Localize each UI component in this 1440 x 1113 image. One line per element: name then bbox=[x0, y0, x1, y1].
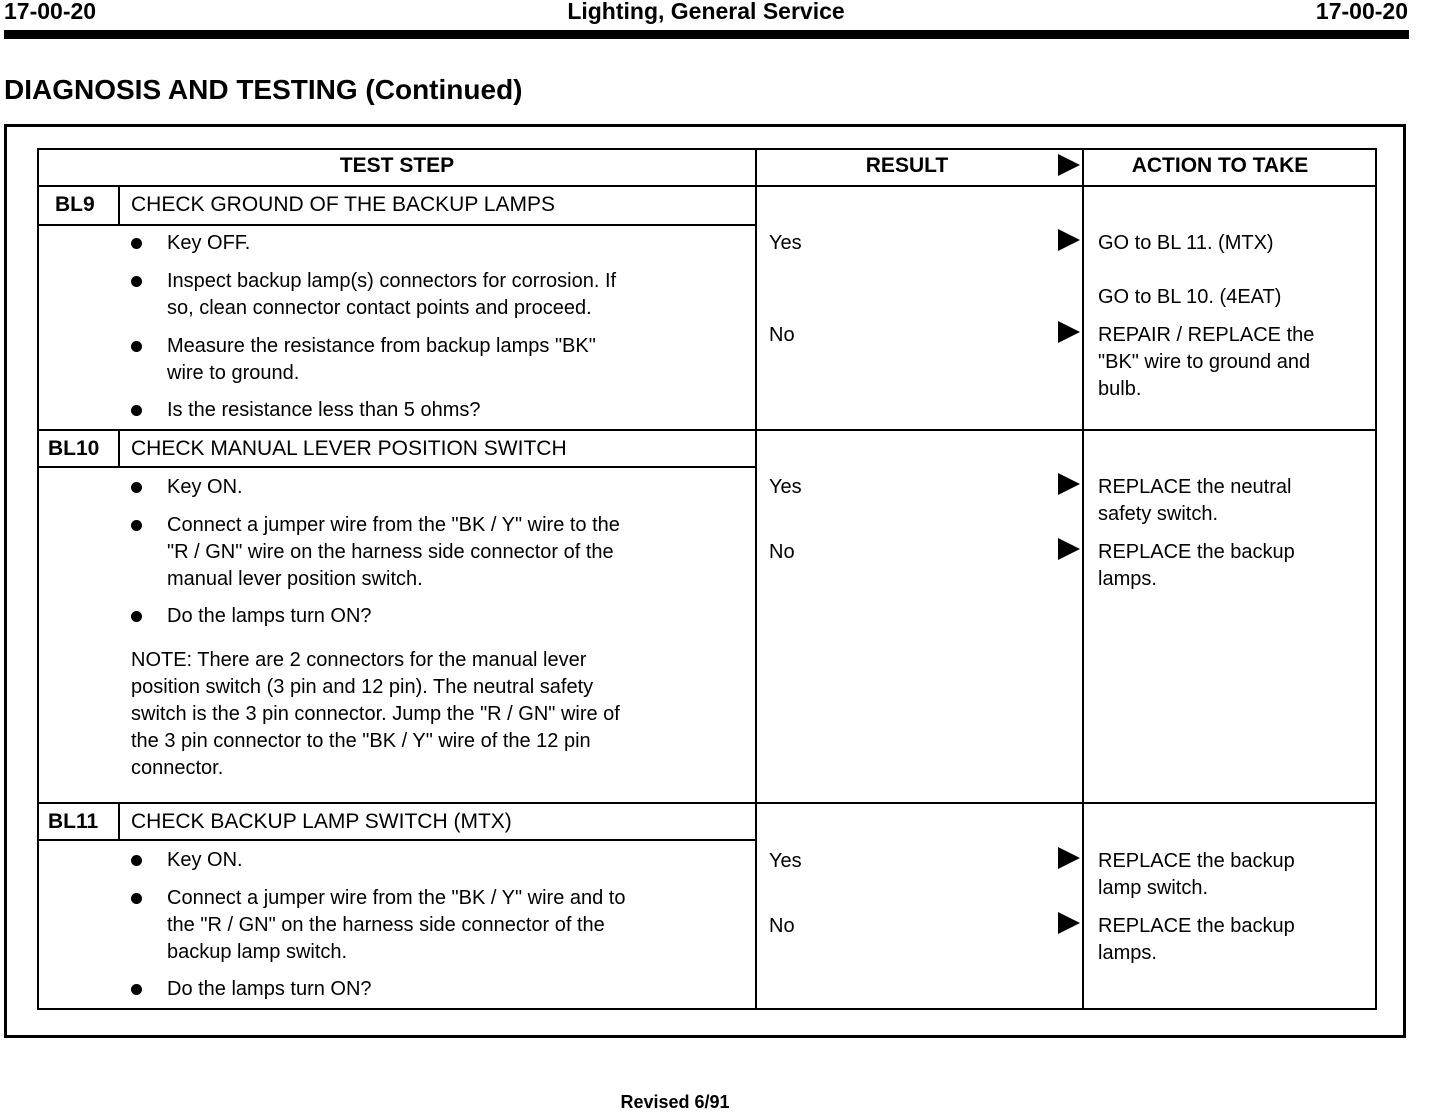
step-id: BL11 bbox=[48, 810, 99, 833]
result-label: No bbox=[769, 541, 795, 563]
step-id-divider bbox=[118, 430, 120, 467]
action-text: REPLACE the neutral safety switch. bbox=[1098, 476, 1292, 525]
action-text: REPLACE the backup lamps. bbox=[1098, 915, 1295, 964]
step-instruction: Do the lamps turn ON? bbox=[167, 978, 372, 1000]
page-title: Lighting, General Service bbox=[567, 0, 845, 24]
header-row-divider bbox=[37, 185, 1377, 187]
action-text: REPAIR / REPLACE the "BK" wire to ground and bulb. bbox=[1098, 324, 1315, 400]
step-instruction: Key ON. bbox=[167, 476, 243, 498]
step-title-divider bbox=[37, 839, 757, 841]
bullet-icon bbox=[131, 520, 142, 531]
step-title: CHECK MANUAL LEVER POSITION SWITCH bbox=[131, 437, 567, 460]
result-label: No bbox=[769, 915, 795, 937]
step-id: BL10 bbox=[48, 437, 100, 460]
step-instruction: Inspect backup lamp(s) connectors for corrosion. If so, clean connector contact points and proceed. bbox=[167, 270, 617, 319]
bullet-icon bbox=[131, 405, 142, 416]
step-note: NOTE: There are 2 connectors for the manual lever position switch (3 pin and 12 pin). The neutral safety switch is the 3 pin connector. Jump the "R / GN" wire of the 3 pin connector to the "BK / Y" wire of the 12 pin connector. bbox=[131, 649, 620, 779]
column-header-result: RESULT bbox=[865, 154, 949, 177]
result-label: Yes bbox=[769, 232, 802, 254]
arrow-icon bbox=[1058, 912, 1080, 934]
bullet-icon bbox=[131, 276, 142, 287]
arrow-icon bbox=[1058, 538, 1080, 560]
action-text: REPLACE the backup lamp switch. bbox=[1098, 850, 1295, 899]
bullet-icon bbox=[131, 341, 142, 352]
bullet-icon bbox=[131, 611, 142, 622]
step-divider bbox=[37, 802, 1377, 804]
arrow-icon bbox=[1058, 847, 1080, 869]
step-instruction: Do the lamps turn ON? bbox=[167, 605, 372, 627]
revision-footer: Revised 6/91 bbox=[620, 1092, 730, 1112]
result-label: No bbox=[769, 324, 795, 346]
step-instruction: Connect a jumper wire from the "BK / Y" wire and to the "R / GN" on the harness side connector of the backup lamp switch. bbox=[167, 887, 626, 963]
bullet-icon bbox=[131, 482, 142, 493]
bullet-icon bbox=[131, 855, 142, 866]
step-instruction: Key OFF. bbox=[167, 232, 251, 254]
column-divider-result bbox=[755, 148, 757, 1010]
section-heading: DIAGNOSIS AND TESTING (Continued) bbox=[4, 74, 523, 105]
bullet-icon bbox=[131, 893, 142, 904]
step-divider bbox=[37, 429, 1377, 431]
step-title-divider bbox=[37, 466, 757, 468]
step-instruction: Is the resistance less than 5 ohms? bbox=[167, 399, 481, 421]
step-title: CHECK BACKUP LAMP SWITCH (MTX) bbox=[131, 810, 512, 833]
bullet-icon bbox=[131, 238, 142, 249]
header-rule bbox=[4, 30, 1409, 39]
step-id-divider bbox=[118, 803, 120, 840]
action-text: GO to BL 11. (MTX) GO to BL 10. (4EAT) bbox=[1098, 232, 1282, 308]
bullet-icon bbox=[131, 984, 142, 995]
column-header-test-step: TEST STEP bbox=[339, 154, 455, 177]
step-id: BL9 bbox=[55, 193, 95, 216]
section-code-left: 17-00-20 bbox=[4, 0, 97, 24]
action-text: REPLACE the backup lamps. bbox=[1098, 541, 1295, 590]
step-title: CHECK GROUND OF THE BACKUP LAMPS bbox=[131, 193, 555, 216]
column-divider-action bbox=[1082, 148, 1084, 1010]
column-header-action: ACTION TO TAKE bbox=[1131, 154, 1309, 177]
arrow-icon bbox=[1058, 229, 1080, 251]
step-instruction: Key ON. bbox=[167, 849, 243, 871]
section-code-right: 17-00-20 bbox=[1315, 0, 1408, 24]
page-header bbox=[4, 0, 1408, 24]
result-label: Yes bbox=[769, 850, 802, 872]
step-id-divider bbox=[118, 186, 120, 225]
arrow-icon bbox=[1058, 473, 1080, 495]
arrow-icon bbox=[1058, 321, 1080, 343]
arrow-icon bbox=[1058, 154, 1080, 176]
result-label: Yes bbox=[769, 476, 802, 498]
step-instruction: Measure the resistance from backup lamps "BK" wire to ground. bbox=[167, 335, 596, 384]
step-title-divider bbox=[37, 224, 757, 226]
step-instruction: Connect a jumper wire from the "BK / Y" wire to the "R / GN" wire on the harness side connector of the manual lever position switch. bbox=[167, 514, 620, 590]
